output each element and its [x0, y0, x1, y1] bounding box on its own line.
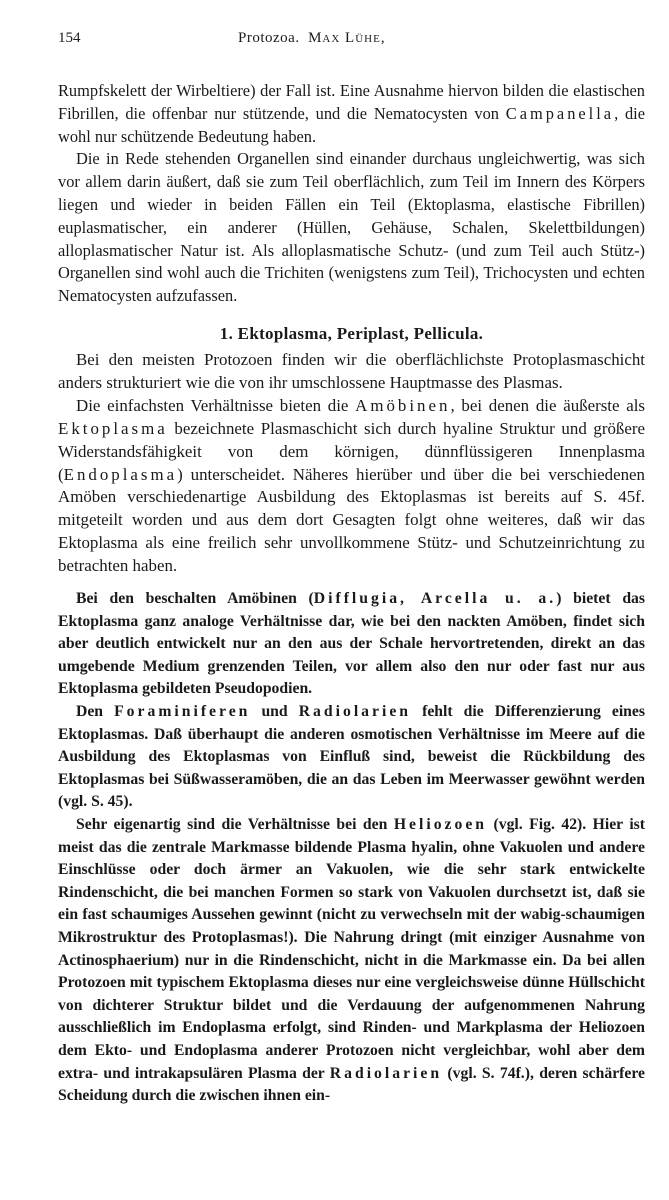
paragraph-2: Bei den meisten Protozoen finden wir die oberflächlichste Protoplasmaschicht anders strukturiert wie die von ihr umschlossene Hauptmasse des Plasmas. [58, 349, 645, 392]
paragraph-6-emph-1: Heliozoen [393, 815, 488, 833]
paragraph-3-text-3: bezeichnete Plasmaschicht sich durch hyaline Struktur und größere Widerstandsfähigkeit von dem körnigen, dünnflüssigeren Innenplasma ( [58, 418, 645, 484]
paragraph-4-text-2: ) bietet das Ektoplasma ganz analoge Verhältnisse dar, wie bei den nackten Amöben, findet sich aber deutlich entwickelt nur an den aus der Schale hervortretenden, direkt an das umgebende Medium grenzenden Teilen, vor allem also den nur oder fast nur aus Ektoplasma gebildeten Pseudopodien. [58, 590, 645, 698]
paragraph-5-text-2: fehlt die Differenzierung eines Ektoplasmas. Daß überhaupt die anderen osmotischen Verhältnisse im Meere auf die Ausbildung des Ektoplasmas von Einfluß sind, beweist die Rückbildung des Ektoplasmas bei Süßwasseramöben, die an das Leben im Meerwasser gewöhnt werden (vgl. S. 45). [58, 703, 645, 811]
paragraph-3-text-1: Die einfachsten Verhältnisse bieten die [76, 395, 356, 415]
paragraph-5 [58, 701, 645, 814]
paragraph-3-emph-2: Ektoplasma [58, 418, 168, 438]
paragraph-5-emph-2: Radiolarien [298, 703, 412, 720]
paragraph-3-emph-1: Amöbinen [355, 395, 451, 415]
paragraph-0-emph-1: Campanella [505, 103, 615, 123]
paragraph-5-emph-1: Foraminiferen [114, 703, 251, 720]
section-heading: 1. Ektoplasma, Periplast, Pellicula. [219, 323, 484, 343]
paragraph-3-emph-3: Endoplasma [63, 464, 178, 484]
paragraph-0 [58, 80, 645, 148]
small-print-block [58, 588, 645, 1108]
running-author: Max Lühe, [308, 30, 386, 46]
paragraph-6 [58, 814, 645, 1108]
running-header [58, 30, 645, 54]
paragraph-0-text-1: Rumpfskelett der Wirbeltiere) der Fall ist. Eine Ausnahme hiervon bilden die elastischen Fibrillen, die offenbar nur stützende, und die Nematocysten von [58, 81, 645, 123]
paragraph-0-text-2: , die wohl nur schützende Bedeutung haben. [58, 103, 645, 146]
paragraph-5-text-1: und [250, 703, 299, 720]
paragraph-3-text-4: ) unterscheidet. Näheres hierüber und über die bei verschiedenen Amöben verschiedenartige Ausbildung des Ektoplasmas ist bereits auf S. 45f. mitgeteilt worden und aus dem dort Gesagten folgt ohne weiteres, daß wir das Ektoplasma als eine freilich sehr unvollkommene Stütz- und Schutzeinrichtung zu betrachten haben. [58, 464, 645, 576]
paragraph-4-text-1: Bei den beschalten Amöbinen ( [76, 590, 314, 608]
paragraph-3 [58, 395, 645, 578]
paragraph-6-emph-2: Radiolarien [329, 1064, 443, 1082]
running-title-text: Protozoa. [238, 30, 300, 46]
paragraph-4-emph-1: Difflugia, Arcella u. a. [313, 590, 557, 608]
paragraph-5-lead: Den [76, 703, 115, 720]
paragraph-1: Die in Rede stehenden Organellen sind einander durchaus ungleichwertig, was sich vor allem darin äußert, daß sie zum Teil oberflächlich, zum Teil im Innern des Körpers liegen und wieder in beiden Fällen ein Teil (Ektoplasma, elastische Fibrillen) euplasmatischer, ein anderer (Hüllen, Gehäuse, Schalen, Skelettbildungen) alloplasmatischer Natur ist. Als alloplasmatische Schutz- (und zum Teil auch Stütz-) Organellen sind wohl auch die Trichiten (wenigstens zum Teil), Trichocysten und echten Nematocysten aufzufassen. [58, 149, 645, 306]
paragraph-6-text-1: Sehr eigenartig sind die Verhältnisse bei den [76, 815, 394, 833]
paragraph-3-text-2: , bei denen die äußerste als [450, 395, 645, 415]
paragraph-4 [58, 588, 645, 701]
intro-block [58, 80, 645, 308]
paragraph-6-text-2: (vgl. Fig. 42). Hier ist meist das die zentrale Markmasse bildende Plasma hyalin, ohne Vakuolen und andere Einschlüsse oder doch ärmer an Vakuolen, wie die sehr stark entwickelte Rindenschicht, die bei manchen Formen so stark von Vakuolen durchsetzt ist, daß sie ein fast schaumiges Aussehen gewinnt (nicht zu verwechseln mit der wabig-schaumigen Mikrostruktur des Protoplasmas!). Die Nahrung dringt (mit einziger Ausnahme von Actinosphaerium) nur in die Rindenschicht, nicht in die Markmasse ein. Da bei allen Protozoen mit typischem Ektoplasma dieses nur eine vergleichsweise dünne Hüllschicht von dichterer Struktur bildet und die Verdauung der aufgenommenen Nahrung ausschließlich im Endoplasma erfolgt, sind Rinden- und Markplasma der Heliozoen dem Ekto- und Endoplasma anderer Protozoen nicht vergleichbar, wohl aber dem extra- und intrakapsulären Plasma der [58, 815, 646, 1082]
spacer [58, 578, 645, 588]
running-title [238, 30, 386, 47]
paragraph-6-text-3: (vgl. S. 74f.), deren schärfere Scheidung durch die zwischen ihnen ein- [58, 1064, 645, 1105]
section-block [58, 349, 645, 578]
page-number: 154 [58, 30, 81, 46]
